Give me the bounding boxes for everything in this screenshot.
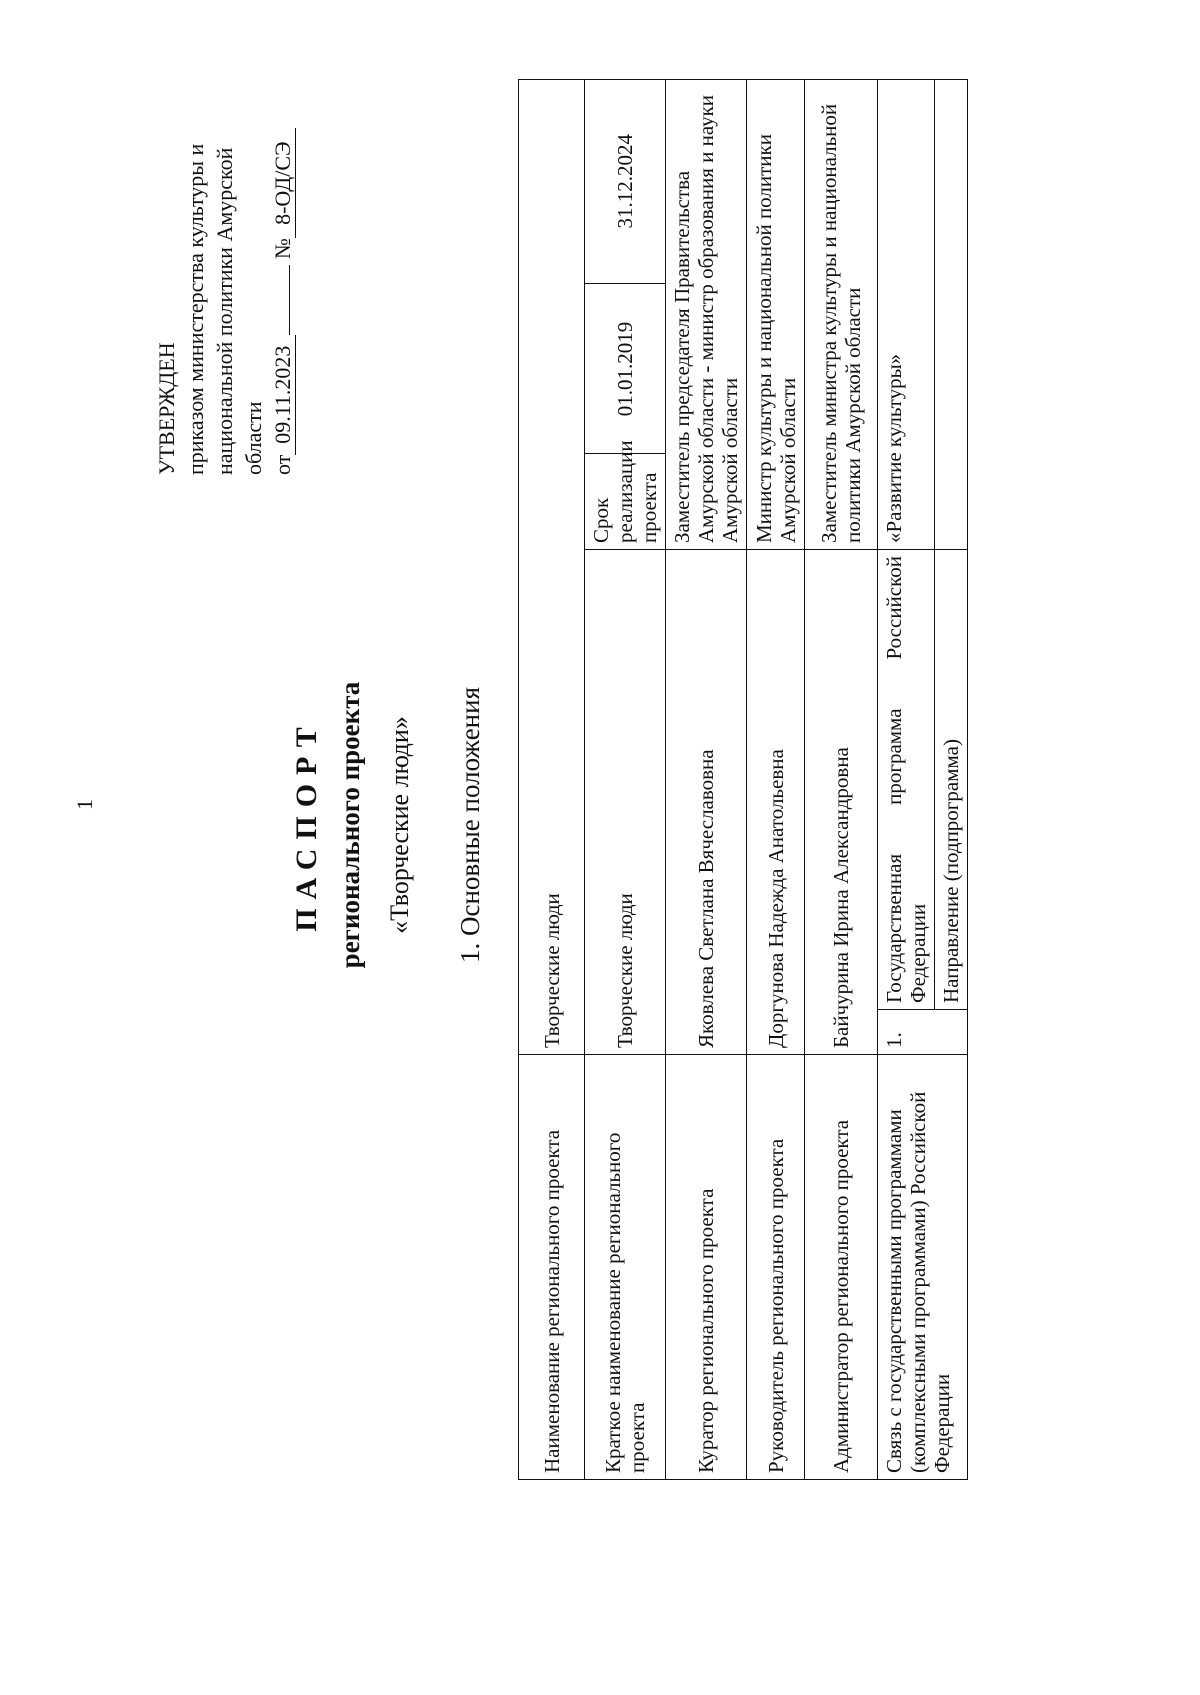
link-number-cell: 1. (878, 1010, 968, 1055)
table-row (585, 79, 666, 1479)
approval-line-1: приказом министерства культуры и (183, 143, 208, 475)
value-cell: Байчурина Ирина Александровна (805, 550, 878, 1055)
approval-date-gap (289, 265, 290, 335)
table-row (666, 79, 747, 1479)
position-cell: Министр культуры и национальной политики Амурской области (747, 79, 805, 549)
approval-number-label: № (270, 238, 295, 260)
page-subtitle: регионального проекта (335, 681, 365, 969)
approval-line-3: области (241, 401, 266, 475)
page-title: ПАСПОРТ (290, 718, 323, 932)
position-cell: Заместитель министра культуры и национальной политики Амурской области (805, 79, 878, 549)
period-label: Срок реализации проекта (585, 454, 665, 549)
period-cell (585, 79, 666, 549)
label-cell: Куратор регионального проекта (666, 1055, 747, 1480)
approval-from-label: от (270, 454, 295, 475)
value-cell: Яковлева Светлана Вячеславовна (666, 550, 747, 1055)
label-cell: Наименование регионального проекта (519, 1055, 585, 1480)
table-row (878, 79, 935, 1479)
approval-heading: УТВЕРЖДЕН (154, 342, 179, 475)
approval-date: 09.11.2023 (270, 335, 296, 455)
section-title: 1. Основные положения (455, 687, 485, 963)
period-end: 31.12.2024 (585, 79, 665, 284)
direction-label-cell: Направление (подпрограмма) (935, 550, 968, 1010)
label-cell: Краткое наименование регионального проекта (585, 1055, 666, 1480)
table-row (747, 79, 805, 1479)
table-row (805, 79, 878, 1479)
page-number: 1 (72, 799, 97, 810)
label-cell: Администратор регионального проекта (805, 1055, 878, 1480)
link-label-cell: Связь с государственными программами (комплексными программами) Российской Федерации (878, 1055, 968, 1480)
approval-stamp (152, 115, 297, 475)
period-start: 01.01.2019 (585, 284, 665, 454)
approval-line-2: национальной политики Амурской (212, 147, 237, 475)
project-name: «Творческие люди» (385, 716, 414, 934)
approval-date-line (268, 115, 297, 475)
value-cell: Доргунова Надежда Анатольевна (747, 550, 805, 1055)
position-cell: Заместитель председателя Правительства Амурской области - министр образования и науки Амурской области (666, 79, 747, 549)
direction-value-cell (935, 79, 968, 549)
program-label-cell: Государственная программа Российской Федерации (878, 550, 935, 1010)
value-cell: Творческие люди (519, 79, 585, 1054)
period-table (585, 79, 665, 549)
label-cell: Руководитель регионального проекта (747, 1055, 805, 1480)
approval-number: 8-ОД/СЭ (270, 128, 296, 238)
table-row (519, 79, 585, 1479)
value-cell: Творческие люди (585, 550, 666, 1055)
passport-table (518, 79, 968, 1480)
program-value-cell: «Развитие культуры» (878, 79, 935, 549)
